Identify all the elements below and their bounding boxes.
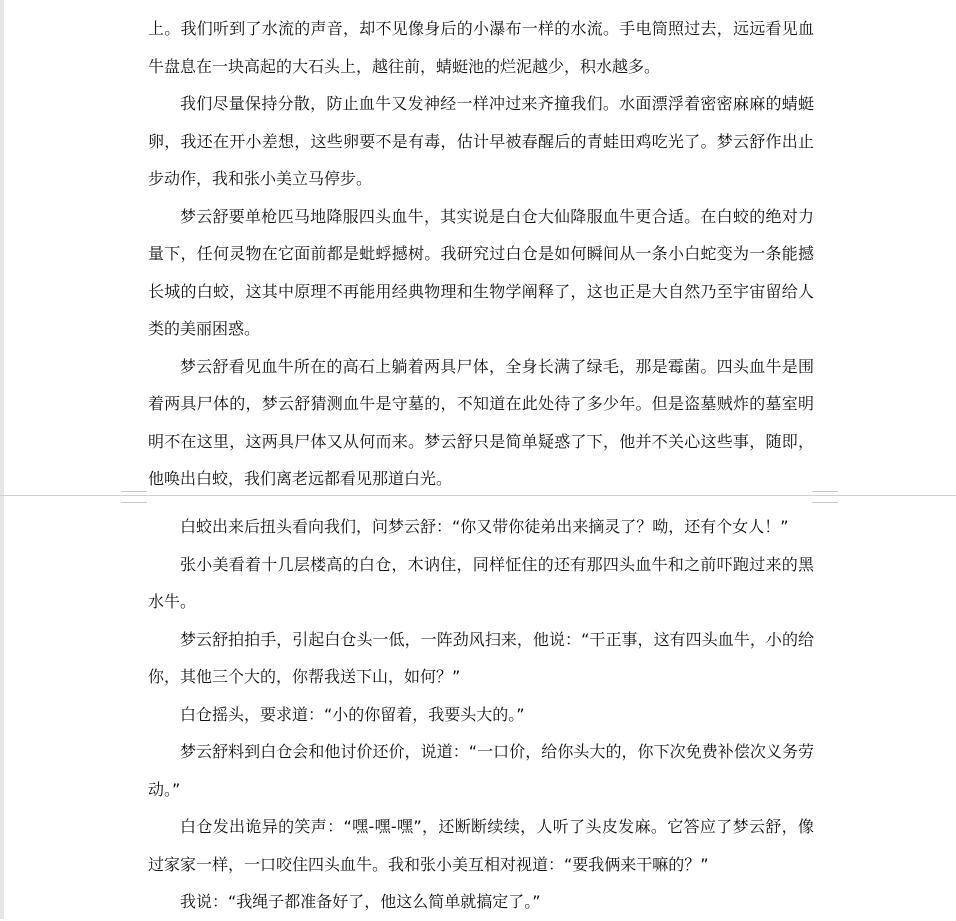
paragraph: 上。我们听到了水流的声音，却不见像身后的小瀑布一样的水流。手电筒照过去，远远看见血牛盘息在一块高起的大石头上，越往前，蜻蜓池的烂泥越少，积水越多。	[148, 19, 814, 76]
upper-page-text	[148, 10, 814, 498]
paragraph: 白仓发出诡异的笑声：“嘿-嘿-嘿”，还断断续续，人听了头皮发麻。它答应了梦云舒，像过家家一样，一口咬住四头血牛。我和张小美互相对视道：“要我俩来干嘛的？”	[148, 817, 814, 874]
paragraph: 张小美看着十几层楼高的白仓，木讷住，同样怔住的还有那四头血牛和之前吓跑过来的黑水牛。	[148, 554, 814, 611]
lower-page-text	[148, 508, 814, 921]
paragraph: 梦云舒拍拍手，引起白仓头一低，一阵劲风扫来，他说：“干正事，这有四头血牛，小的给你，其他三个大的，你帮我送下山，如何？”	[148, 629, 814, 686]
paragraph: 白仓摇头，要求道：“小的你留着，我要头大的。”	[180, 704, 525, 724]
paragraph: 我们尽量保持分散，防止血牛又发神经一样冲过来齐撞我们。水面漂浮着密密麻麻的蜻蜓卵，我还在开小差想，这些卵要不是有毒，估计早被春醒后的青蛙田鸡吃光了。梦云舒作出止步动作，我和张小美立马停步。	[148, 94, 814, 188]
paragraph: 白蛟出来后扭头看向我们，问梦云舒：“你又带你徒弟出来摘灵了？呦，还有个女人！”	[180, 517, 789, 536]
paragraph: 梦云舒看见血牛所在的高石上躺着两具尸体，全身长满了绿毛，那是霉菌。四头血牛是围着两具尸体的，梦云舒猜测血牛是守墓的，不知道在此处待了多少年。但是盗墓贼炸的墓室明明不在这里，这两具尸体又从何而来。梦云舒只是简单疑惑了下，他并不关心这些事，随即，他唤出白蛟，我们离老远都看见那道白光。	[148, 356, 814, 488]
lower-page	[0, 500, 956, 919]
paragraph: 梦云舒料到白仓会和他讨价还价，说道：“一口价，给你头大的，你下次免费补偿次义务劳动。”	[148, 742, 814, 799]
paragraph: 我说：“我绳子都准备好了，他这么简单就搞定了。”	[180, 892, 541, 911]
paragraph: 梦云舒要单枪匹马地降服四头血牛，其实说是白仓大仙降服血牛更合适。在白蛟的绝对力量下，任何灵物在它面前都是蚍蜉撼树。我研究过白仓是如何瞬间从一条小白蛇变为一条能撼长城的白蛟，这其中原理不再能用经典物理和生物学阐释了，这也正是大自然乃至宇宙留给人类的美丽困惑。	[148, 206, 814, 338]
